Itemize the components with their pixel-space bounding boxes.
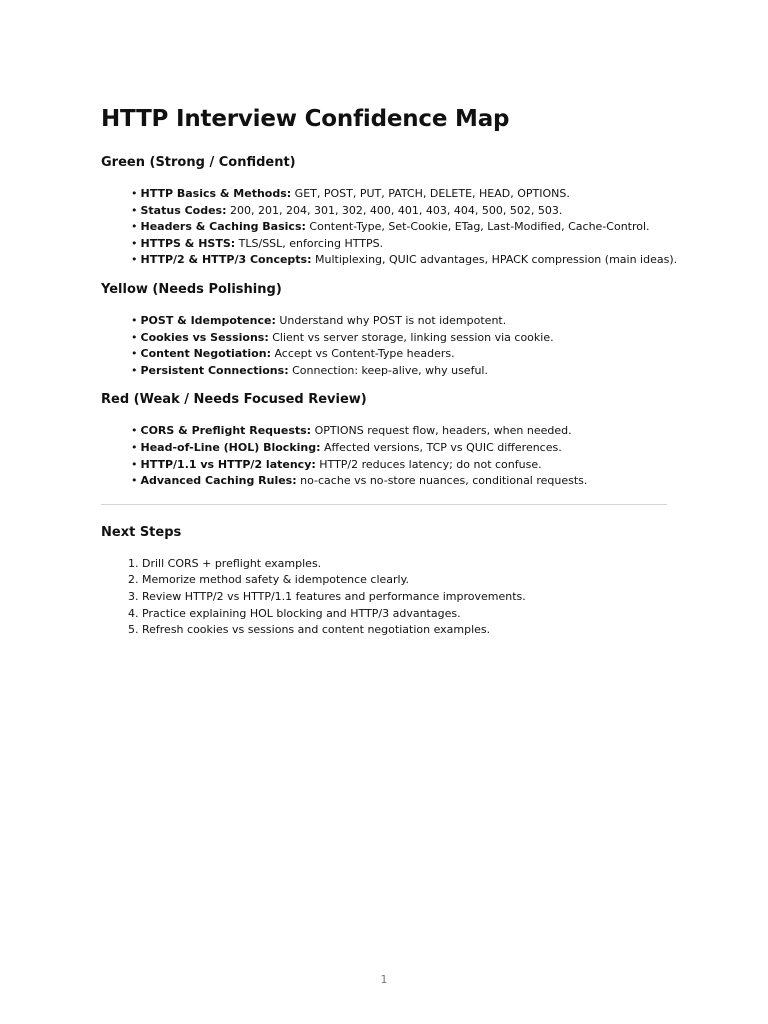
next-steps-list	[101, 556, 667, 639]
next-steps-heading: Next Steps	[101, 524, 182, 540]
item-text: Understand why POST is not idempotent.	[275, 313, 507, 327]
page-title: HTTP Interview Confidence Map	[101, 106, 510, 132]
item-label: HTTP/1.1 vs HTTP/2 latency:	[140, 457, 316, 471]
item-label: CORS & Preflight Requests:	[140, 424, 312, 438]
item-text: Connection: keep-alive, why useful.	[288, 363, 488, 377]
list-item: 3. Review HTTP/2 vs HTTP/1.1 features and performance improvements.	[128, 589, 526, 603]
item-text: no-cache vs no-store nuances, conditional requests.	[296, 474, 588, 488]
bullet: •	[131, 313, 138, 327]
bullet: •	[131, 347, 138, 361]
list-item: 2. Memorize method safety & idempotence clearly.	[128, 573, 410, 587]
document-page	[101, 104, 678, 639]
section-list-green	[101, 186, 678, 269]
item-label: Status Codes:	[140, 203, 227, 217]
item-text: Content-Type, Set-Cookie, ETag, Last-Modified, Cache-Control.	[305, 220, 650, 234]
bullet: •	[131, 474, 138, 488]
item-text: 200, 201, 204, 301, 302, 400, 401, 403, 404, 500, 502, 503.	[226, 203, 563, 217]
bullet: •	[131, 220, 138, 234]
bullet: •	[131, 187, 138, 200]
section-list-yellow	[101, 313, 667, 379]
bullet: •	[131, 253, 138, 267]
list-item	[131, 313, 667, 330]
bullet: •	[131, 330, 138, 344]
bullet: •	[131, 236, 138, 250]
list-item	[131, 252, 678, 269]
page-number: 1	[380, 973, 388, 986]
item-label: HTTP/2 & HTTP/3 Concepts:	[140, 253, 312, 267]
list-item	[131, 473, 667, 490]
item-label: HTTP Basics & Methods:	[140, 187, 292, 200]
list-item	[131, 219, 667, 236]
item-label: Head-of-Line (HOL) Blocking:	[140, 440, 321, 454]
section-heading-red: Red (Weak / Needs Focused Review)	[101, 392, 367, 408]
item-text: TLS/SSL, enforcing HTTPS.	[235, 236, 384, 250]
list-item	[131, 186, 667, 203]
item-label: Headers & Caching Basics:	[140, 220, 306, 234]
item-text: Multiplexing, QUIC advantages, HPACK compression (main ideas).	[311, 253, 678, 267]
item-label: Cookies vs Sessions:	[140, 330, 269, 344]
list-item	[131, 363, 667, 380]
list-item	[131, 440, 667, 457]
list-item: 1. Drill CORS + preflight examples.	[128, 556, 322, 570]
bullet: •	[131, 203, 138, 217]
section-list-red	[101, 423, 667, 489]
item-text: Accept vs Content-Type headers.	[270, 347, 455, 361]
bullet: •	[131, 440, 138, 454]
list-item	[131, 236, 667, 253]
list-item	[131, 203, 667, 220]
list-item: 5. Refresh cookies vs sessions and content negotiation examples.	[128, 623, 491, 637]
item-label: HTTPS & HSTS:	[140, 236, 236, 250]
list-item: 4. Practice explaining HOL blocking and HTTP/3 advantages.	[128, 606, 461, 620]
list-item	[131, 423, 667, 440]
list-item	[131, 346, 667, 363]
bullet: •	[131, 457, 138, 471]
section-divider	[101, 504, 667, 505]
bullet: •	[131, 363, 138, 377]
item-label: POST & Idempotence:	[140, 313, 276, 327]
item-label: Advanced Caching Rules:	[140, 474, 297, 488]
item-text: GET, POST, PUT, PATCH, DELETE, HEAD, OPTIONS.	[291, 187, 570, 200]
item-text: OPTIONS request flow, headers, when needed.	[311, 424, 572, 438]
list-item	[131, 330, 667, 347]
item-text: Client vs server storage, linking session via cookie.	[268, 330, 554, 344]
item-label: Content Negotiation:	[140, 347, 271, 361]
list-item	[131, 457, 667, 474]
item-text: HTTP/2 reduces latency; do not confuse.	[315, 457, 542, 471]
item-text: Affected versions, TCP vs QUIC differences.	[320, 440, 562, 454]
bullet: •	[131, 424, 138, 438]
item-label: Persistent Connections:	[140, 363, 289, 377]
section-heading-yellow: Yellow (Needs Polishing)	[101, 281, 282, 297]
section-heading-green: Green (Strong / Confident)	[101, 155, 296, 170]
